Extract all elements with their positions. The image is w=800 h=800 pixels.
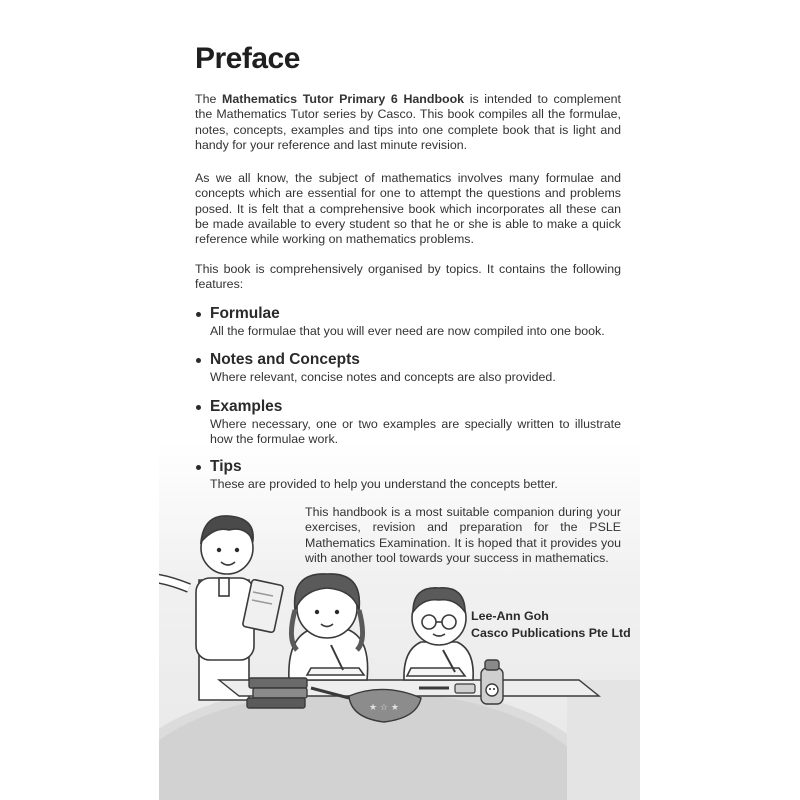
eraser — [455, 684, 475, 693]
feature-examples — [195, 398, 621, 448]
teacher-figure — [159, 516, 284, 700]
feature-heading: Formulae — [210, 305, 280, 322]
girl-figure — [289, 574, 368, 680]
feature-description: Where necessary, one or two examples are specially written to illustrate how the formulae work. — [210, 417, 621, 447]
book-stack — [247, 678, 307, 708]
bullet-icon — [196, 405, 201, 410]
intro-text-end: is intended to complement the Mathematics Tutor series by Casco. This book compiles all the formulae, notes, concepts, examples and tips into one complete book that is light and handy for your reference and last minute revision. — [195, 92, 621, 152]
publisher-name: Casco Publications Pte Ltd — [471, 626, 631, 640]
author-name: Lee-Ann Goh — [471, 609, 549, 623]
feature-heading: Notes and Concepts — [210, 351, 360, 368]
water-bottle — [481, 660, 503, 704]
bullet-icon — [196, 358, 201, 363]
feature-description: All the formulae that you will ever need are now compiled into one book. — [210, 324, 605, 338]
closing-paragraph: This handbook is a most suitable companion during your exercises, revision and preparation for the PSLE Mathematics Examination. It is hoped that it provides you with another tool towards your success in mathematics. — [305, 505, 621, 565]
bullet-icon — [196, 465, 201, 470]
feature-heading: Examples — [210, 398, 283, 415]
page-title: Preface — [195, 42, 300, 75]
boy-figure — [404, 588, 473, 680]
bullet-icon — [196, 312, 201, 317]
feature-tips — [195, 458, 621, 492]
svg-text:★ ☆ ★: ★ ☆ ★ — [369, 703, 399, 713]
preface-page — [159, 0, 640, 800]
paragraph-organisation: This book is comprehensively organised by topics. It contains the following features: — [195, 262, 621, 292]
intro-text-start: The — [195, 92, 223, 106]
feature-description: Where relevant, concise notes and concepts are also provided. — [210, 370, 556, 384]
intro-paragraph — [195, 92, 621, 153]
feature-description: These are provided to help you understand the concepts better. — [210, 477, 558, 491]
feature-formulae — [195, 305, 621, 339]
handbook-title: Mathematics Tutor Primary 6 Handbook — [222, 92, 465, 106]
background-panel — [567, 680, 640, 800]
feature-notes-and-concepts — [195, 351, 621, 385]
feature-heading: Tips — [210, 458, 242, 475]
paragraph-purpose: As we all know, the subject of mathematics involves many formulae and concepts which are essential for one to attempt the questions and problems posed. It is felt that a comprehensive book which incorporates all these can be made available to every student so that he or she is able to make a quick reference while working on mathematics problems. — [195, 171, 621, 247]
signature-block — [471, 608, 631, 642]
